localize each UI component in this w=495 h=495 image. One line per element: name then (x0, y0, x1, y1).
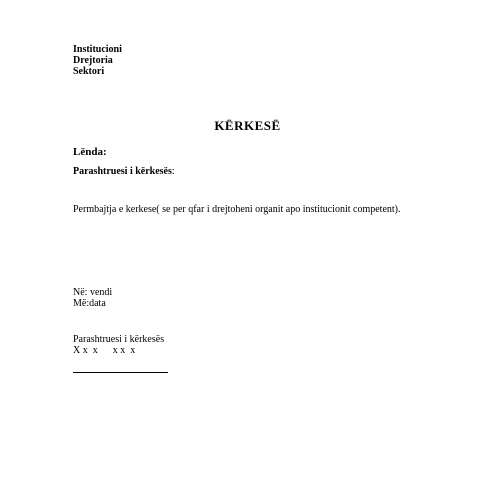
sector-label: Sektori (73, 66, 105, 77)
applicant-colon: : (171, 166, 175, 177)
signature-line (73, 372, 168, 373)
signature-name-placeholder: X x x x x x (73, 345, 136, 356)
document-title: KËRKESË (214, 118, 281, 133)
subject-label: Lënda: (73, 146, 107, 158)
directorate-label: Drejtoria (73, 55, 113, 66)
applicant-label-line (73, 167, 175, 177)
signature-label: Parashtruesi i kërkesës (73, 334, 165, 345)
place-label: Në: vendi (73, 287, 113, 298)
institution-label: Institucioni (73, 44, 122, 55)
request-content: Permbajtja e kerkese( se per qfar i drejtoheni organit apo institucionit competent). (73, 204, 401, 215)
applicant-label: Parashtruesi i kërkesës (73, 166, 172, 177)
date-label: Më:data (73, 298, 106, 309)
